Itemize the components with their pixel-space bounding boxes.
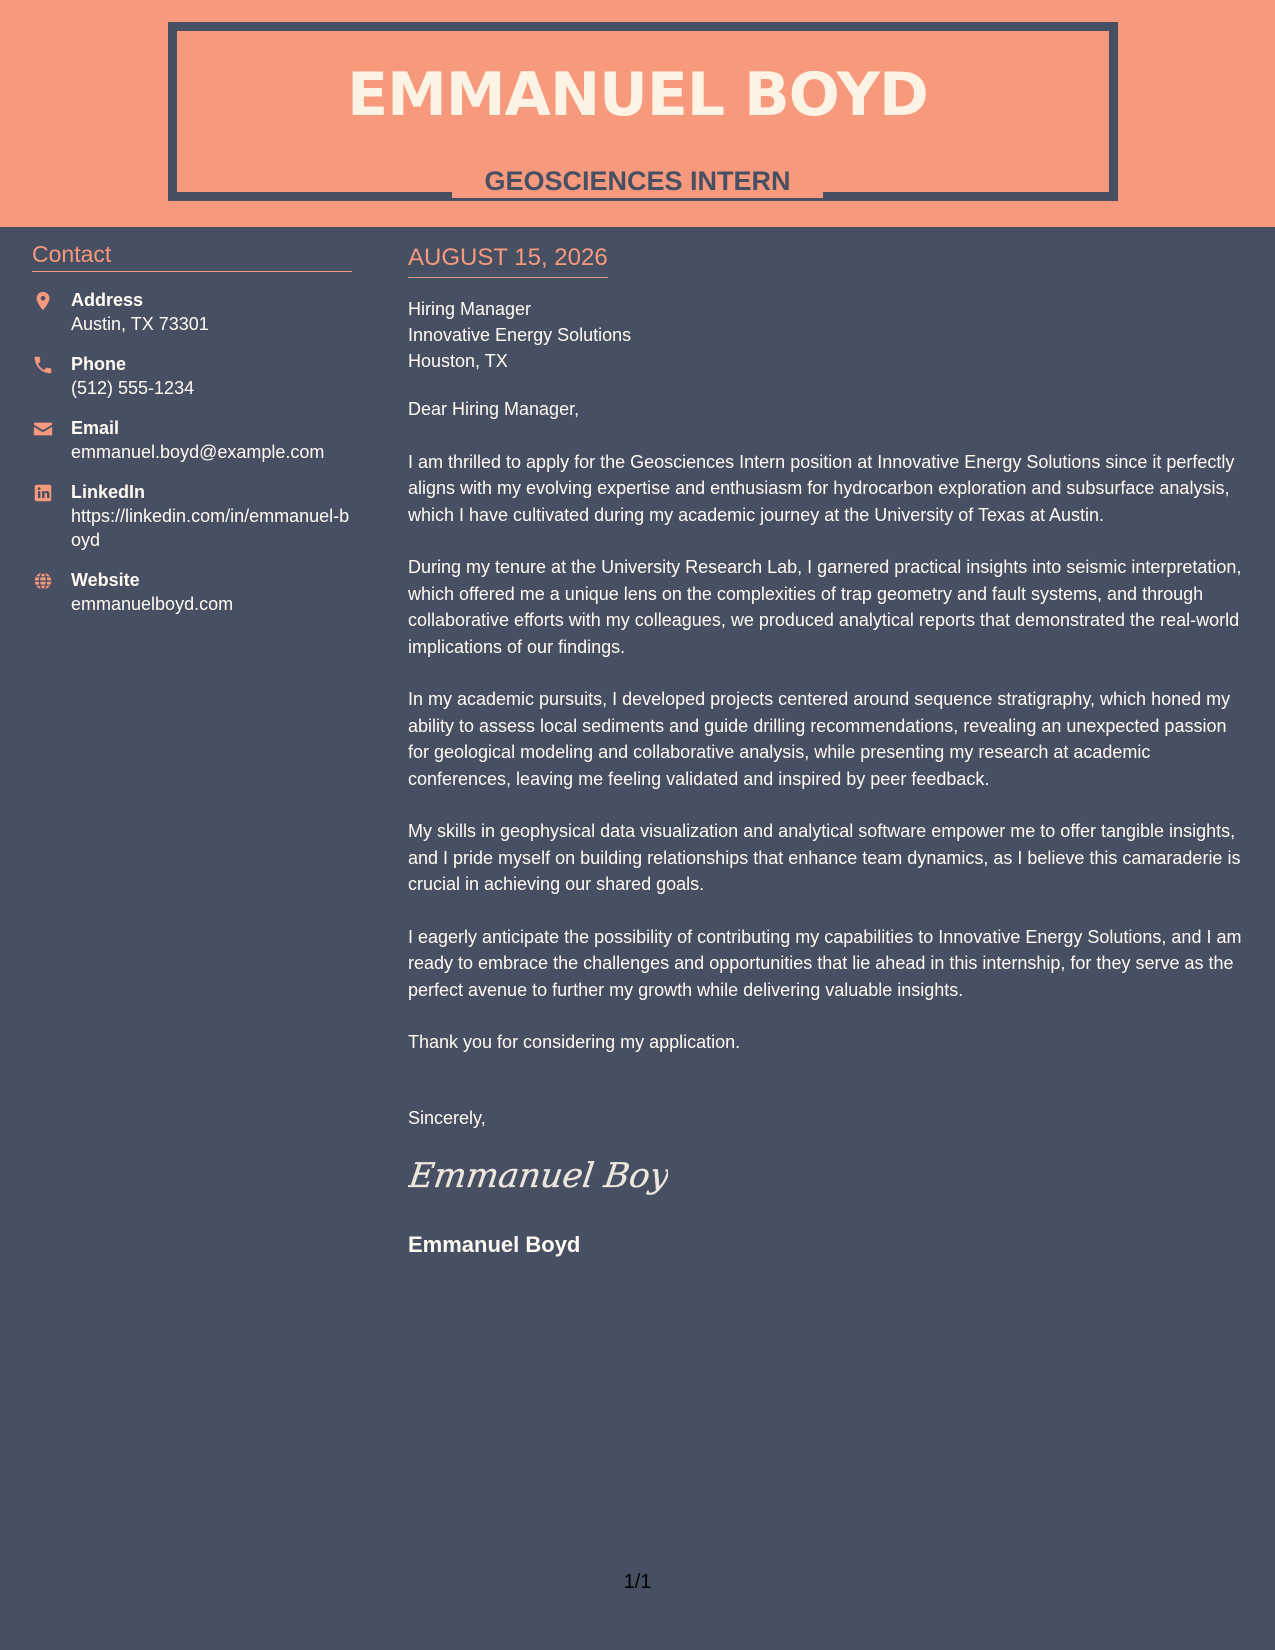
address-value: Austin, TX 73301 <box>71 314 209 334</box>
recipient-company: Innovative Energy Solutions <box>408 325 632 345</box>
contact-item-address <box>32 288 352 336</box>
svg-text:Emmanuel Boyd: Emmanuel Boyd <box>408 1155 668 1196</box>
recipient-block <box>408 296 1250 374</box>
linkedin-value[interactable]: https://linkedin.com/in/emmanuel-boyd <box>71 506 350 550</box>
letter-body <box>408 244 1250 1258</box>
handwritten-signature <box>408 1143 668 1205</box>
envelope-icon <box>32 418 54 440</box>
applicant-name: EMMANUEL BOYD <box>347 60 928 130</box>
signoff: Sincerely, <box>408 1107 486 1128</box>
page-number: 1/1 <box>623 1571 652 1593</box>
contact-item-email <box>32 416 352 464</box>
paragraph-3: In my academic pursuits, I developed projects centered around sequence stratigraphy, which honed my ability to assess local sediments and guide drilling recommendations, revealing an unexpected passion for geological modeling and collaborative analysis, while presenting my research at academic conferences, leaving me feeling validated and inspired by peer feedback. <box>408 689 1231 789</box>
phone-value: (512) 555-1234 <box>71 378 195 398</box>
email-value: emmanuel.boyd@example.com <box>71 442 325 462</box>
contact-heading: Contact <box>32 241 352 272</box>
paragraph-4: My skills in geophysical data visualization and analytical software empower me to offer tangible insights, and I pride myself on building relationships that enhance team dynamics, as I believe this camaraderie is crucial in achieving our shared goals. <box>408 821 1241 894</box>
linkedin-icon <box>32 482 54 504</box>
paragraph-2: During my tenure at the University Research Lab, I garnered practical insights into seismic interpretation, which offered me a unique lens on the complexities of trap geometry and fault systems, and through collaborative efforts with my colleagues, we produced analytical reports that demonstrated the real-world implications of our findings. <box>408 557 1242 657</box>
paragraph-closing: Thank you for considering my application. <box>408 1032 741 1052</box>
email-label: Email <box>71 418 120 438</box>
map-pin-icon <box>32 290 54 312</box>
letter-date: AUGUST 15, 2026 <box>408 244 608 278</box>
phone-label: Phone <box>71 354 127 374</box>
recipient-name: Hiring Manager <box>408 299 532 319</box>
address-label: Address <box>71 290 144 310</box>
linkedin-label: LinkedIn <box>71 482 146 502</box>
website-label: Website <box>71 570 140 590</box>
contact-item-phone <box>32 352 352 400</box>
recipient-location: Houston, TX <box>408 351 508 371</box>
globe-icon <box>32 570 54 592</box>
header-banner <box>0 0 1275 227</box>
job-title: GEOSCIENCES INTERN <box>484 166 791 196</box>
contact-item-linkedin <box>32 480 352 552</box>
website-value[interactable]: emmanuelboyd.com <box>71 594 234 614</box>
phone-icon <box>32 354 54 376</box>
paragraph-5: I eagerly anticipate the possibility of contributing my capabilities to Innovative Energy Solutions, and I am ready to embrace the challenges and opportunities that lie ahead in this internship, for they serve as the perfect avenue to further my growth while delivering valuable insights. <box>408 926 1242 1000</box>
paragraph-1: I am thrilled to apply for the Geosciences Intern position at Innovative Energy Solutions since it perfectly aligns with my evolving expertise and enthusiasm for hydrocarbon exploration and subsurface analysis, which I have cultivated during my academic journey at the University of Texas at Austin. <box>408 451 1235 525</box>
salutation: Dear Hiring Manager, <box>408 399 580 419</box>
contact-item-website <box>32 568 352 616</box>
contact-sidebar <box>32 241 352 632</box>
signature-name: Emmanuel Boyd <box>408 1231 581 1257</box>
